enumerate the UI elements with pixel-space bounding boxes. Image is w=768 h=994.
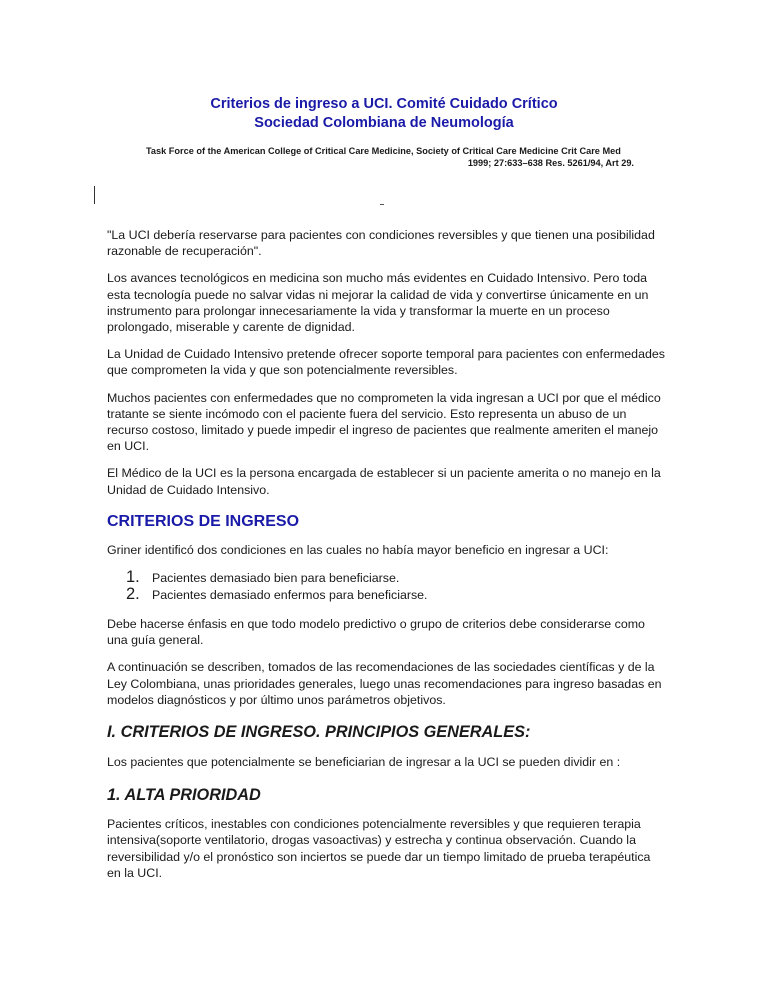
quote-paragraph: "La UCI debería reservarse para pacientes con condiciones reversibles y que tienen una posibilidad razonable de recuperación".: [107, 228, 655, 259]
text-cursor-bar: [94, 186, 95, 204]
list-item-number: 1.: [126, 568, 140, 587]
document-subtitle: Sociedad Colombiana de Neumología: [254, 115, 514, 131]
list-item-text: Pacientes demasiado bien para beneficiarse.: [152, 571, 400, 586]
document-body: [107, 227, 667, 881]
citation-line-1: Task Force of the American College of Critical Care Medicine, Society of Critical Care Medicine Crit Care Med: [146, 146, 621, 156]
section-heading-principios: I. CRITERIOS DE INGRESO. PRINCIPIOS GENERALES:: [107, 723, 531, 742]
section-heading-criterios: CRITERIOS DE INGRESO: [107, 512, 300, 530]
paragraph-dividir: Los pacientes que potencialmente se beneficiarian de ingresar a la UCI se pueden dividir en :: [107, 755, 621, 770]
list-item-text: Pacientes demasiado enfermos para beneficiarse.: [152, 588, 428, 603]
section-heading-alta-prioridad: 1. ALTA PRIORIDAD: [107, 786, 261, 805]
list-item: [107, 570, 667, 587]
paragraph-griner: Griner identificó dos condiciones en las cuales no había mayor beneficio en ingresar a UCI:: [107, 542, 609, 557]
paragraph-muchos-pacientes: Muchos pacientes con enfermedades que no comprometen la vida ingresan a UCI por que el médico tratante se siente incómodo con el paciente fuera del servicio. Esto representa un abuso de un recurso costoso, limitado y puede impedir el ingreso de pacientes que realmente ameriten el manejo en UCI.: [107, 390, 661, 454]
paragraph-continuacion: A continuación se describen, tomados de las recomendaciones de las sociedades científicas y de la Ley Colombiana, unas prioridades generales, luego unas recomendaciones para ingreso basadas en modelos diagnósticos y por último unos parámetros objetivos.: [107, 660, 662, 707]
list-item: [107, 587, 667, 604]
paragraph-avances: Los avances tecnológicos en medicina son mucho más evidentes en Cuidado Intensivo. Pero toda esta tecnología puede no salvar vidas ni mejorar la calidad de vida y convertirse únicamente en un instrumento para prolongar innecesariamente la vida y transformar la muerte en un proceso prolongado, miserable y carente de dignidad.: [107, 271, 649, 335]
paragraph-medico-uci: El Médico de la UCI es la persona encargada de establecer si un paciente amerita o no manejo en la Unidad de Cuidado Intensivo.: [107, 466, 661, 497]
stray-mark: [380, 204, 384, 205]
paragraph-unidad: La Unidad de Cuidado Intensivo pretende ofrecer soporte temporal para pacientes con enfermedades que comprometen la vida y que son potencialmente reversibles.: [107, 347, 665, 378]
paragraph-enfasis: Debe hacerse énfasis en que todo modelo predictivo o grupo de criterios debe considerarse como una guía general.: [107, 617, 645, 648]
paragraph-alta-prioridad: Pacientes críticos, inestables con condiciones potencialmente reversibles y que requieren terapia intensiva(soporte ventilatorio, drogas vasoactivas) y estrecha y continua observación. Cuando la reversibilidad y/o el pronóstico son inciertos se puede dar un tiempo limitado de prueba terapéutica en la UCI.: [107, 817, 651, 880]
criteria-list: [107, 570, 667, 604]
citation-line-2: 1999; 27:633–638 Res. 5261/94, Art 29.: [467, 158, 634, 168]
list-item-number: 2.: [126, 585, 140, 604]
reference-citation: [146, 145, 634, 169]
document-title: Criterios de ingreso a UCI. Comité Cuidado Crítico: [210, 96, 558, 112]
